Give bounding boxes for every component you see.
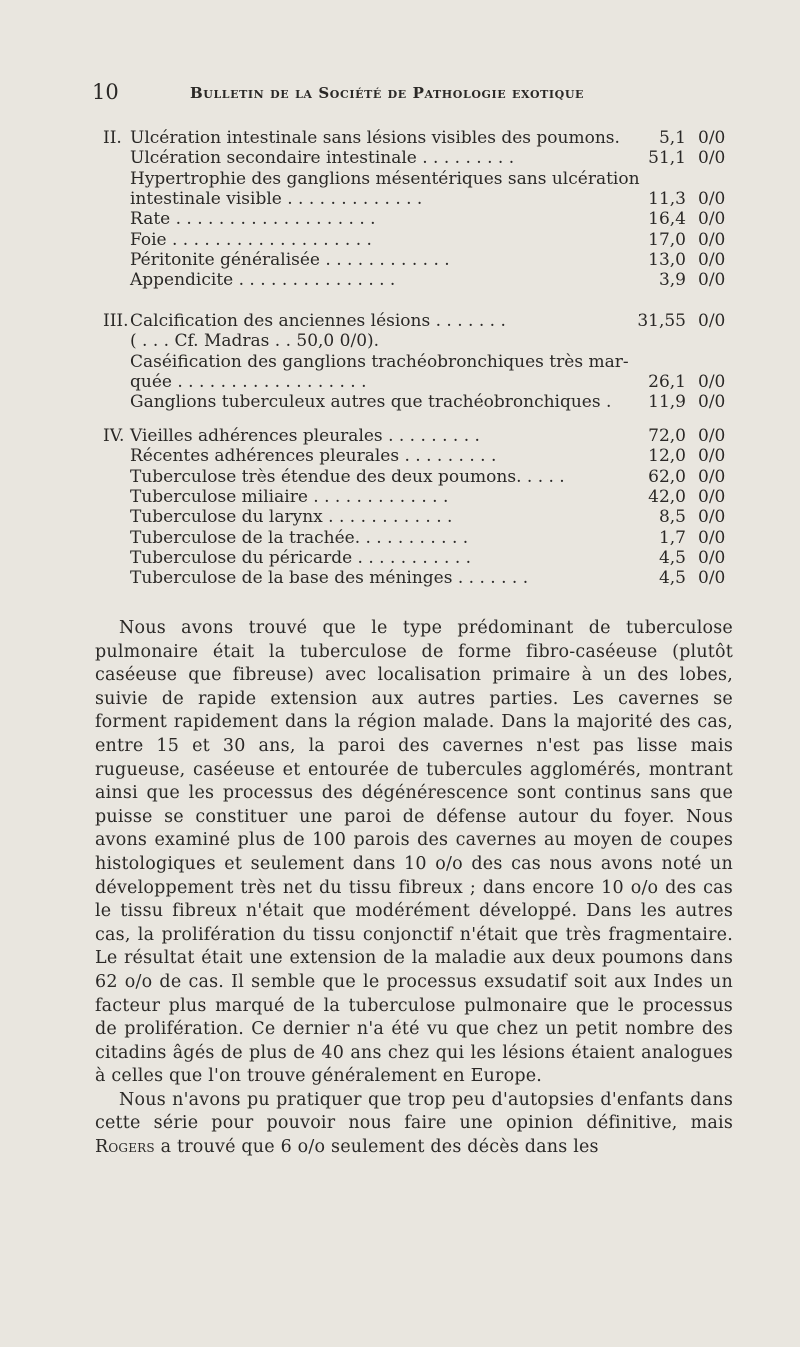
row-unit: 0/0: [698, 486, 726, 507]
row-label: Tuberculose miliaire . . . . . . . . . . . . .: [130, 486, 449, 507]
table-row: [0, 127, 800, 149]
row-label: Rate . . . . . . . . . . . . . . . . . . .: [130, 209, 376, 230]
row-value: 1,7: [658, 527, 686, 548]
row-unit: 0/0: [698, 311, 726, 331]
row-unit: 0/0: [698, 229, 726, 250]
row-value: 5,1: [658, 128, 686, 148]
row-unit: 0/0: [698, 128, 726, 148]
row-value: 4,5: [658, 547, 686, 568]
row-label: ( . . . Cf. Madras . . 50,0 0/0).: [130, 331, 380, 352]
body-text: [95, 617, 733, 1160]
row-value: 17,0: [648, 229, 686, 250]
row-value: 72,0: [648, 426, 686, 446]
row-unit: 0/0: [698, 446, 726, 467]
row-unit: 0/0: [698, 527, 726, 548]
row-label: Péritonite généralisée . . . . . . . . . . . .: [130, 249, 450, 270]
table-row: [0, 208, 800, 230]
table-row: [0, 567, 800, 589]
row-label: Hypertrophie des ganglions mésentériques sans ulcération: [130, 168, 640, 189]
row-label: Tuberculose de la base des méninges . . . . . . .: [130, 568, 529, 589]
row-value: 13,0: [648, 249, 686, 270]
row-unit: 0/0: [698, 568, 726, 589]
row-unit: 0/0: [698, 466, 726, 487]
table-row: [0, 147, 800, 169]
table-row: [0, 229, 800, 251]
table-row: [0, 310, 800, 332]
table-row: [0, 188, 800, 210]
row-label: Foie . . . . . . . . . . . . . . . . . . .: [130, 229, 372, 250]
row-unit: 0/0: [698, 507, 726, 528]
row-unit: 0/0: [698, 426, 726, 446]
page-number: 10: [92, 80, 119, 104]
row-value: 62,0: [648, 466, 686, 487]
row-label: Appendicite . . . . . . . . . . . . . . .: [130, 270, 396, 291]
row-value: 31,55: [637, 311, 686, 331]
row-unit: 0/0: [698, 148, 726, 169]
row-value: 16,4: [648, 209, 686, 230]
table-row: [0, 168, 800, 190]
row-unit: 0/0: [698, 371, 726, 392]
row-value: 42,0: [648, 486, 686, 507]
row-unit: 0/0: [698, 392, 726, 413]
table-row: [0, 330, 800, 352]
table-row: [0, 486, 800, 508]
row-unit: 0/0: [698, 270, 726, 291]
section-number: III.: [103, 311, 129, 331]
section-number: IV.: [103, 426, 125, 446]
row-value: 51,1: [648, 148, 686, 169]
row-label: Récentes adhérences pleurales . . . . . . . . .: [130, 446, 497, 467]
row-value: 4,5: [658, 568, 686, 589]
row-value: 8,5: [658, 507, 686, 528]
row-value: 11,3: [648, 188, 686, 209]
row-value: 26,1: [648, 371, 686, 392]
table-row: [0, 466, 800, 488]
table-row: [0, 351, 800, 373]
row-label: Tuberculose du péricarde . . . . . . . . . . .: [130, 547, 472, 568]
row-label: Ganglions tuberculeux autres que trachéobronchiques .: [130, 392, 612, 413]
row-unit: 0/0: [698, 249, 726, 270]
paragraph: Nous avons trouvé que le type prédominant de tuberculose pulmonaire était la tuberculose de forme fibro-caséeuse (plutôt caséeuse que fibreuse) avec localisation primaire à un des lobes, suivie de rapide extension aux autres parties. Les cavernes se forment rapidement dans la région malade. Dans la majorité des cas, entre 15 et 30 ans, la paroi des cavernes n'est pas lisse mais rugueuse, caséeuse et entourée de tubercules agglomérés, montrant ainsi que les processus des dégénérescence sont continus sans que puisse se constituer une paroi de défense autour du foyer. Nous avons examiné plus de 100 parois des cavernes au moyen de coupes histologiques et seulement dans 10 o/o des cas nous avons noté un développement très net du tissu fibreux ; dans encore 10 o/o des cas le tissu fibreux n'était que modérément développé. Dans les autres cas, la prolifération du tissu conjonctif n'était que très fragmentaire. Le résultat était une extension de la maladie aux deux poumons dans 62 o/o de cas. Il semble que le processus exsudatif soit aux Indes un facteur plus marqué de la tuberculose pulmonaire que le processus de prolifération. Ce dernier n'a été vu que chez un petit nombre des citadins âgés de plus de 40 ans chez qui les lésions étaient analogues à celles que l'on trouve généralement en Europe.: [95, 618, 733, 1087]
table-row: [0, 547, 800, 569]
journal-title: Bulletin de la Société de Pathologie exotique: [190, 84, 585, 102]
table-row: [0, 269, 800, 291]
row-label: Vieilles adhérences pleurales . . . . . . . . .: [130, 426, 480, 446]
row-unit: 0/0: [698, 547, 726, 568]
row-unit: 0/0: [698, 209, 726, 230]
paragraph: Nous n'avons pu pratiquer que trop peu d'autopsies d'enfants dans cette série pour pouvoir nous faire une opinion définitive, mais Rogers a trouvé que 6 o/o seulement des décès dans les: [95, 1089, 733, 1158]
row-value: 12,0: [648, 446, 686, 467]
row-unit: 0/0: [698, 188, 726, 209]
table-row: [0, 506, 800, 528]
table-row: [0, 445, 800, 467]
table-row: [0, 371, 800, 393]
author-name: Rogers: [95, 1137, 155, 1158]
row-value: 11,9: [648, 392, 686, 413]
table-row: [0, 391, 800, 413]
table-row: [0, 527, 800, 549]
table-row: [0, 249, 800, 271]
row-value: 3,9: [658, 270, 686, 291]
page-header: [92, 80, 652, 110]
row-label: Ulcération intestinale sans lésions visibles des poumons.: [130, 128, 620, 148]
row-label: Tuberculose de la trachée. . . . . . . . . . .: [130, 527, 469, 548]
table-row: [0, 425, 800, 447]
row-label: Tuberculose du larynx . . . . . . . . . . . .: [130, 507, 453, 528]
row-label: Calcification des anciennes lésions . . . . . . .: [130, 311, 506, 331]
row-label: quée . . . . . . . . . . . . . . . . . .: [130, 371, 367, 392]
row-label: intestinale visible . . . . . . . . . . . . .: [130, 188, 423, 209]
row-label: Caséification des ganglions trachéobronchiques très mar-: [130, 351, 629, 372]
row-label: Ulcération secondaire intestinale . . . . . . . . .: [130, 148, 515, 169]
row-label: Tuberculose très étendue des deux poumons. . . . .: [130, 466, 565, 487]
section-number: II.: [103, 128, 122, 148]
